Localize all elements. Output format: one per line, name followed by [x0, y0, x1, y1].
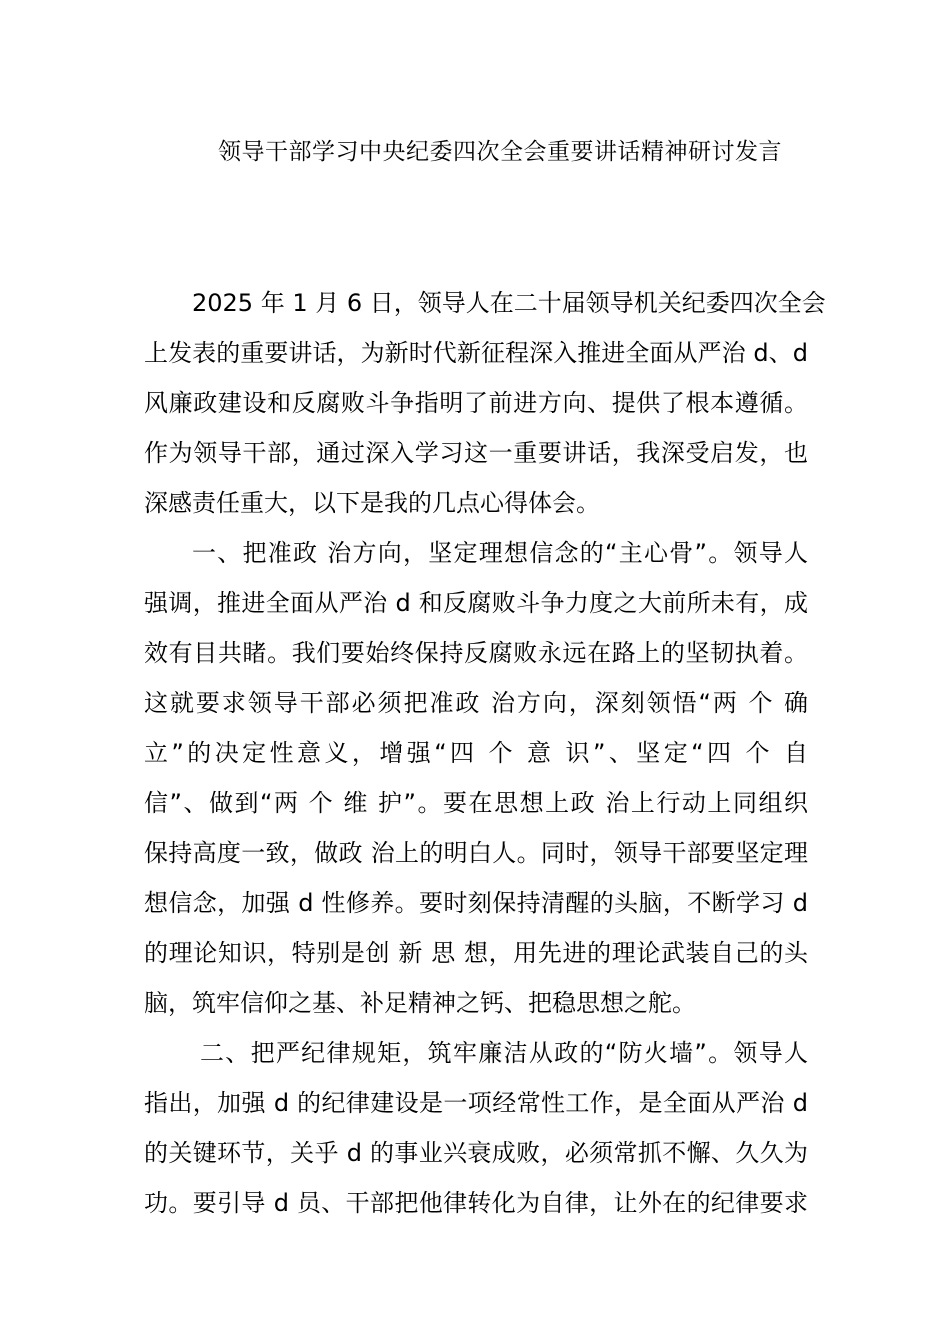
paragraph-section-two — [144, 1028, 808, 1228]
text-line: 二、把严纪律规矩，筑牢廉洁从政的“防火墙”。领导人 — [200, 1039, 808, 1067]
text-line: 2025 年 1 月 6 日，领导人在二十届领导机关纪委四次全会 — [192, 289, 826, 317]
text-line: 想信念，加强 d 性修养。要时刻保持清醒的头脑，不断学习 d — [144, 889, 808, 917]
text-line: 风廉政建设和反腐败斗争指明了前进方向、提供了根本遵循。 — [144, 389, 808, 417]
text-line: 保持高度一致，做政 治上的明白人。同时，领导干部要坚定理 — [144, 839, 808, 867]
text-line: 一、把准政 治方向，坚定理想信念的“主心骨”。领导人 — [192, 539, 808, 567]
text-line: 上发表的重要讲话，为新时代新征程深入推进全面从严治 d、d — [144, 339, 808, 367]
document-body — [144, 278, 826, 1228]
text-line: 立”的决定性意义，增强“四 个 意 识”、坚定“四 个 自 — [144, 739, 808, 767]
text-line: 功。要引导 d 员、干部把他律转化为自律，让外在的纪律要求 — [144, 1189, 808, 1217]
text-line: 的理论知识，特别是创 新 思 想，用先进的理论武装自己的头 — [144, 939, 808, 967]
text-line: 深感责任重大，以下是我的几点心得体会。 — [144, 489, 600, 517]
text-line: 作为领导干部，通过深入学习这一重要讲话，我深受启发，也 — [144, 439, 808, 467]
text-line: 强调，推进全面从严治 d 和反腐败斗争力度之大前所未有，成 — [144, 589, 808, 617]
text-line: 指出，加强 d 的纪律建设是一项经常性工作，是全面从严治 d — [144, 1089, 808, 1117]
paragraph-section-one — [144, 528, 808, 1028]
text-line: 的关键环节，关乎 d 的事业兴衰成败，必须常抓不懈、久久为 — [144, 1139, 808, 1167]
document-title: 领导干部学习中央纪委四次全会重要讲话精神研讨发言 — [218, 139, 782, 165]
paragraph-intro — [144, 278, 826, 528]
text-line: 脑，筑牢信仰之基、补足精神之钙、把稳思想之舵。 — [144, 989, 696, 1017]
text-line: 信”、做到“两 个 维 护”。要在思想上政 治上行动上同组织 — [144, 789, 808, 817]
text-line: 效有目共睹。我们要始终保持反腐败永远在路上的坚韧执着。 — [144, 639, 808, 667]
text-line: 这就要求领导干部必须把准政 治方向，深刻领悟“两 个 确 — [144, 689, 808, 717]
